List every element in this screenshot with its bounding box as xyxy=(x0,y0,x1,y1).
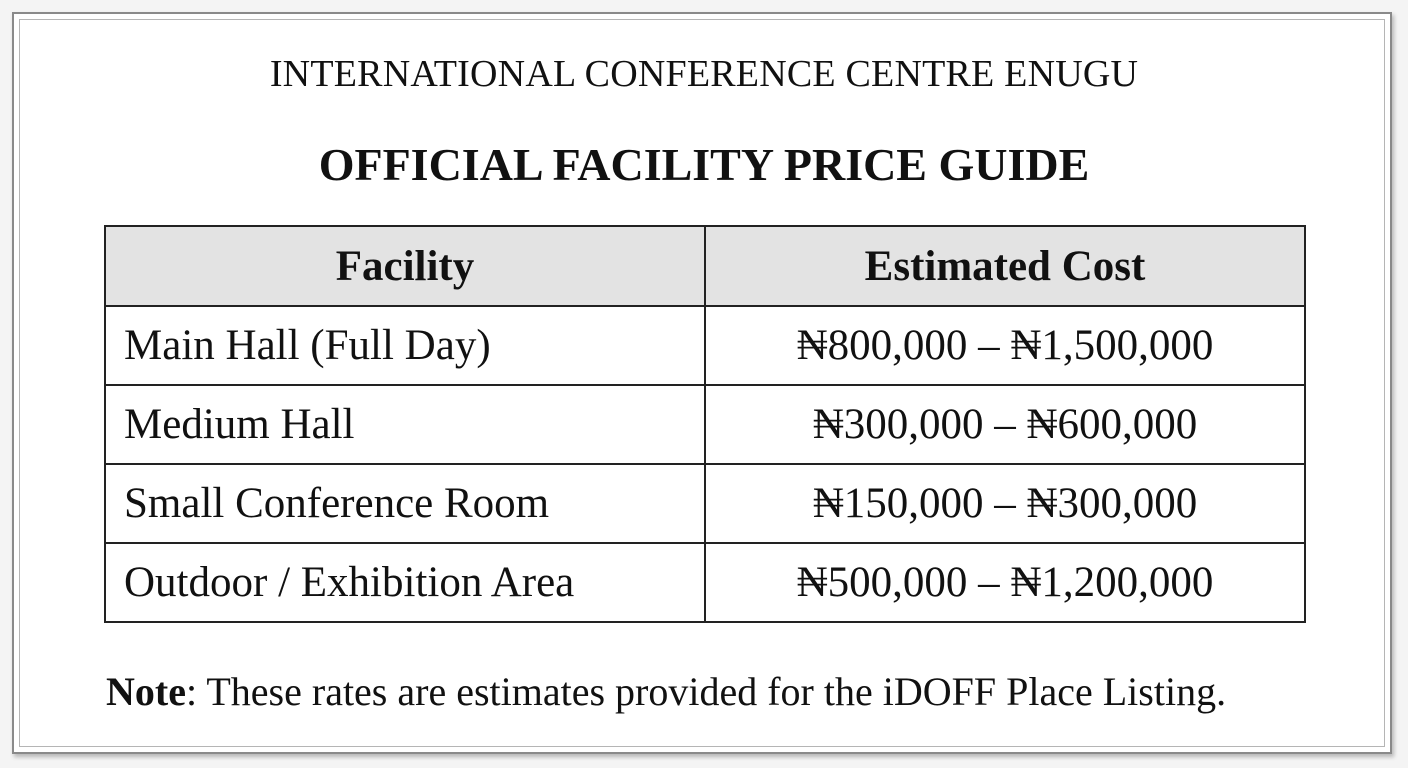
column-header-estimated-cost: Estimated Cost xyxy=(705,226,1305,306)
cost-cell: ₦300,000 – ₦600,000 xyxy=(705,385,1305,464)
note-text: : These rates are estimates provided for the iDOFF Place Listing. xyxy=(185,669,1227,714)
document-title: OFFICIAL FACILITY PRICE GUIDE xyxy=(318,139,1090,190)
facility-cell: Outdoor / Exhibition Area xyxy=(105,543,705,622)
price-table xyxy=(104,225,1306,623)
column-header-facility: Facility xyxy=(105,226,705,306)
note-label: Note xyxy=(106,669,186,714)
cost-cell: ₦800,000 – ₦1,500,000 xyxy=(705,306,1305,385)
cost-cell: ₦150,000 – ₦300,000 xyxy=(705,464,1305,543)
facility-cell: Main Hall (Full Day) xyxy=(105,306,705,385)
table-row xyxy=(105,543,1305,622)
table-row xyxy=(105,464,1305,543)
facility-cell: Medium Hall xyxy=(105,385,705,464)
footnote xyxy=(106,668,1306,716)
cost-cell: ₦500,000 – ₦1,200,000 xyxy=(705,543,1305,622)
table-header-row xyxy=(105,226,1305,306)
table-row xyxy=(105,306,1305,385)
facility-cell: Small Conference Room xyxy=(105,464,705,543)
table-row xyxy=(105,385,1305,464)
organization-name: INTERNATIONAL CONFERENCE CENTRE ENUGU xyxy=(269,53,1139,95)
